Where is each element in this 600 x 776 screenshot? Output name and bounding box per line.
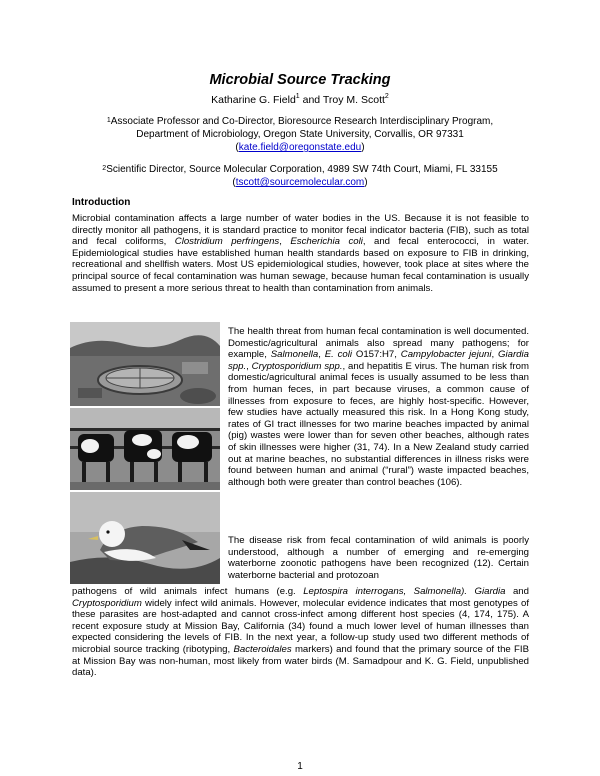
body-paragraph: Microbial contamination affects a large number of water bodies in the US. Because it is not feasible to directly monitor all pathogens, it is standard practice to monitor fecal indicator bacteria (FIB), such as total and fecal coliforms, Clostridium perfringens, Escherichia coli, and fecal enterococci, in water. Epidemiological studies have established human health standards based on exposure to FIB in drinking, recreational and shellfish waters. Most US epidemiological studies, however, took place at sites where the principal source of fecal contamination was human sewage, because human fecal contamination is usually assumed to present a more serious threat to health than contamination from animals.	[72, 213, 529, 294]
treatment-plant-photo	[70, 322, 220, 406]
affiliation-1: $^1$Associate Professor and Co-Director, Bioresource Research Interdisciplinary Program, Department of Microbiology, Oregon State University, Corvallis, OR 97331 (kate.field@oregonstate.edu)	[60, 115, 540, 154]
author-conjunction: and	[299, 94, 323, 106]
section-heading: Introduction	[72, 197, 131, 208]
affiliation-line: Department of Microbiology, Oregon State University, Corvallis, OR 97331	[136, 129, 464, 140]
figure-photos	[70, 322, 220, 584]
seagull-photo	[70, 492, 220, 584]
author-name: Katharine G. Field	[211, 94, 296, 106]
affiliation-line: Scientific Director, Source Molecular Corporation, 4989 SW 74th Court, Miami, FL 33155	[106, 164, 498, 175]
author-name: Troy M. Scott	[322, 94, 385, 106]
author-superscript: 2	[384, 93, 389, 100]
author-superscript: 1	[295, 93, 300, 100]
affiliation-2: $^2$Scientific Director, Source Molecular Corporation, 4989 SW 74th Court, Miami, FL 33155 (tscott@sourcemolecular.com)	[102, 164, 498, 188]
body-paragraph: The disease risk from fecal contamination of wild animals is poorly understood, although a number of emerging and re-emerging waterborne zoonotic pathogens have been recognized (12). Certain waterborne bacterial and protozoan	[228, 535, 529, 581]
page-number: 1	[297, 761, 303, 772]
affiliation-line: Associate Professor and Co-Director, Bioresource Research Interdisciplinary Program,	[110, 116, 494, 127]
email-link[interactable]: tscott@sourcemolecular.com	[235, 177, 365, 188]
author-line	[0, 94, 600, 106]
affiliation-superscript: 1	[106, 117, 111, 124]
cows-photo	[70, 408, 220, 490]
affiliation-superscript: 2	[102, 165, 107, 172]
body-paragraph: The health threat from human fecal contamination is well documented. Domestic/agricultural animals also spread many pathogens; for example, Salmonella, E. coli O157:H7, Campylobacter jejuni, Giardia spp., Cryptosporidium spp., and hepatitis E virus. The human risk from domestic/agricultural animal feces is usually assumed to be less than from human feces, in part because viruses, a common cause of illnesses from exposure to feces, are highly host-specific. However, few studies have actually measured this risk. In a Hong Kong study, rates of GI tract illnesses for two marine beaches impacted by animal (pig) wastes were lower than for seven other beaches, although rates of skin illnesses were higher (31, 74). In a New Zealand study carried out at marine beaches, no substantial differences in illness risks were found between human and animal (“rural”) waste impacted beaches, although both were greater than control beaches (106).	[228, 326, 529, 488]
email-link[interactable]: kate.field@oregonstate.edu	[238, 142, 362, 153]
body-paragraph: pathogens of wild animals infect humans (e.g. Leptospira interrogans, Salmonella). Giardia and Cryptosporidium widely infect wild animals. However, molecular evidence indicates that most genotypes of these parasites are host-adapted and cannot cross-infect among different host species (4, 174, 175). A recent exposure study at Mission Bay, California (34) found a much lower level of human illnesses than expected considering the levels of FIB. In the next year, a follow-up study used two different methods of microbial source tracking (ribotyping, Bacteroidales markers) and found that the primary source of the FIB at Mission Bay was non-human, most likely from water birds (M. Samadpour and K. G. Field, unpublished data).	[72, 586, 529, 679]
paper-title: Microbial Source Tracking	[209, 72, 391, 88]
